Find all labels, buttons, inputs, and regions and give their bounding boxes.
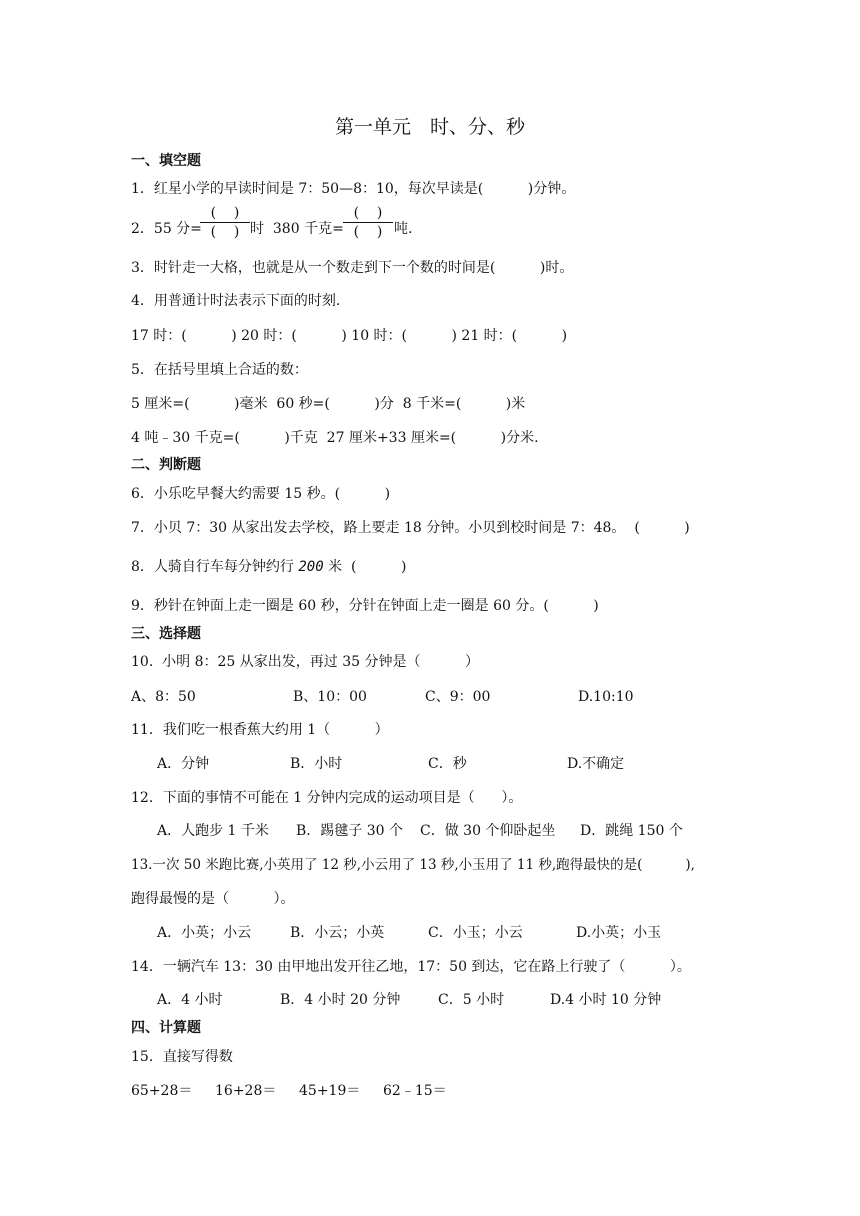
q10-option-c: C、9：00 [425,689,491,705]
q13-option-a: A．小英；小云 [157,925,252,941]
question-2-prefix: 2．55 分= [131,221,202,237]
question-10: 10. 小明 8：25 从家出发，再过 35 分钟是（ ） [131,654,480,670]
fraction-numerator: ( ) [210,205,240,221]
q15-item-1: 65+28＝ [131,1083,193,1099]
fraction-bar [200,222,250,223]
section-heading-true-false: 二、判断题 [131,457,201,473]
question-14: 14．一辆汽车 13：30 由甲地出发开往乙地，17：50 到达，它在路上行驶了（ ）。 [131,959,691,975]
q12-option-a: A．人跑步 1 千米 [157,823,269,839]
section-heading-calculation: 四、计算题 [131,1020,201,1036]
page-title: 第一单元 时、分、秒 [334,116,525,138]
q10-option-d: D.10:10 [578,689,634,705]
question-2-suffix: 吨. [394,221,413,237]
q10-option-b: B、10：00 [293,689,367,705]
q15-item-2: 16+28＝ [215,1083,277,1099]
question-5: 5．在括号里填上合适的数： [131,362,308,378]
question-4: 4．用普通计时法表示下面的时刻. [131,293,341,309]
question-12: 12．下面的事情不可能在 1 分钟内完成的运动项目是（ ）。 [131,790,523,806]
question-11: 11．我们吃一根香蕉大约用 1（ ） [131,722,389,738]
question-9: 9．秒针在钟面上走一圈是 60 秒，分针在钟面上走一圈是 60 分。( ) [131,598,599,614]
fraction-denominator: ( ) [210,224,240,240]
q14-option-d: D.4 小时 10 分钟 [550,992,662,1008]
question-4-answers: 17 时：( ) 20 时：( ) 10 时：( ) 21 时：( ) [131,328,568,344]
q13-option-c: C．小玉；小云 [428,925,523,941]
question-7: 7．小贝 7：30 从家出发去学校，路上要走 18 分钟。小贝到校时间是 7：48。 ( ) [131,520,690,536]
q10-option-a: A、8：50 [131,689,196,705]
question-5-line-2: 4 吨﹣30 千克=( )千克 27 厘米+33 厘米=( )分米. [131,430,539,446]
q12-option-d: D．跳绳 150 个 [580,823,683,839]
question-13-line-2: 跑得最慢的是（ ）。 [131,891,295,907]
question-15: 15．直接写得数 [131,1049,233,1065]
q11-option-c: C．秒 [428,756,467,772]
q15-item-4: 62﹣15＝ [383,1083,447,1099]
question-8-suffix: 米 ( ) [323,559,407,575]
question-6: 6．小乐吃早餐大约需要 15 秒。( ) [131,486,391,502]
section-heading-fill-blank: 一、填空题 [131,153,201,169]
q15-item-3: 45+19＝ [299,1083,361,1099]
question-8-number: 200 [298,559,324,575]
q13-option-d: D.小英；小玉 [576,925,662,941]
q11-option-b: B．小时 [290,756,343,772]
question-13-line-1: 13.一次 50 米跑比赛,小英用了 12 秒,小云用了 13 秒,小玉用了 11 秒,跑得最快的是( ), [131,857,695,873]
fraction-numerator: ( ) [353,205,383,221]
q14-option-c: C．5 小时 [438,992,505,1008]
question-8-prefix: 8．人骑自行车每分钟约行 [131,559,299,575]
q11-option-d: D.不确定 [567,756,625,772]
fraction-bar [343,222,393,223]
section-heading-multiple-choice: 三、选择题 [131,626,201,642]
fraction-blank-2 [343,205,393,240]
q13-option-b: B．小云；小英 [290,925,385,941]
fraction-blank-1 [200,205,250,240]
q14-option-b: B．4 小时 20 分钟 [280,992,401,1008]
question-5-line-1: 5 厘米=( )毫米 60 秒=( )分 8 千米=( )米 [131,396,526,412]
q14-option-a: A．4 小时 [157,992,223,1008]
question-8 [131,558,406,576]
question-1: 1．红星小学的早读时间是 7：50—8：10，每次早读是( )分钟。 [131,181,576,197]
question-3: 3．时针走一大格，也就是从一个数走到下一个数的时间是( )时。 [131,260,574,276]
q12-option-c: C．做 30 个仰卧起坐 [420,823,556,839]
q12-option-b: B．踢毽子 30 个 [296,823,404,839]
fraction-denominator: ( ) [353,224,383,240]
question-2-middle: 时 380 千克= [250,221,344,237]
q11-option-a: A．分钟 [157,756,210,772]
